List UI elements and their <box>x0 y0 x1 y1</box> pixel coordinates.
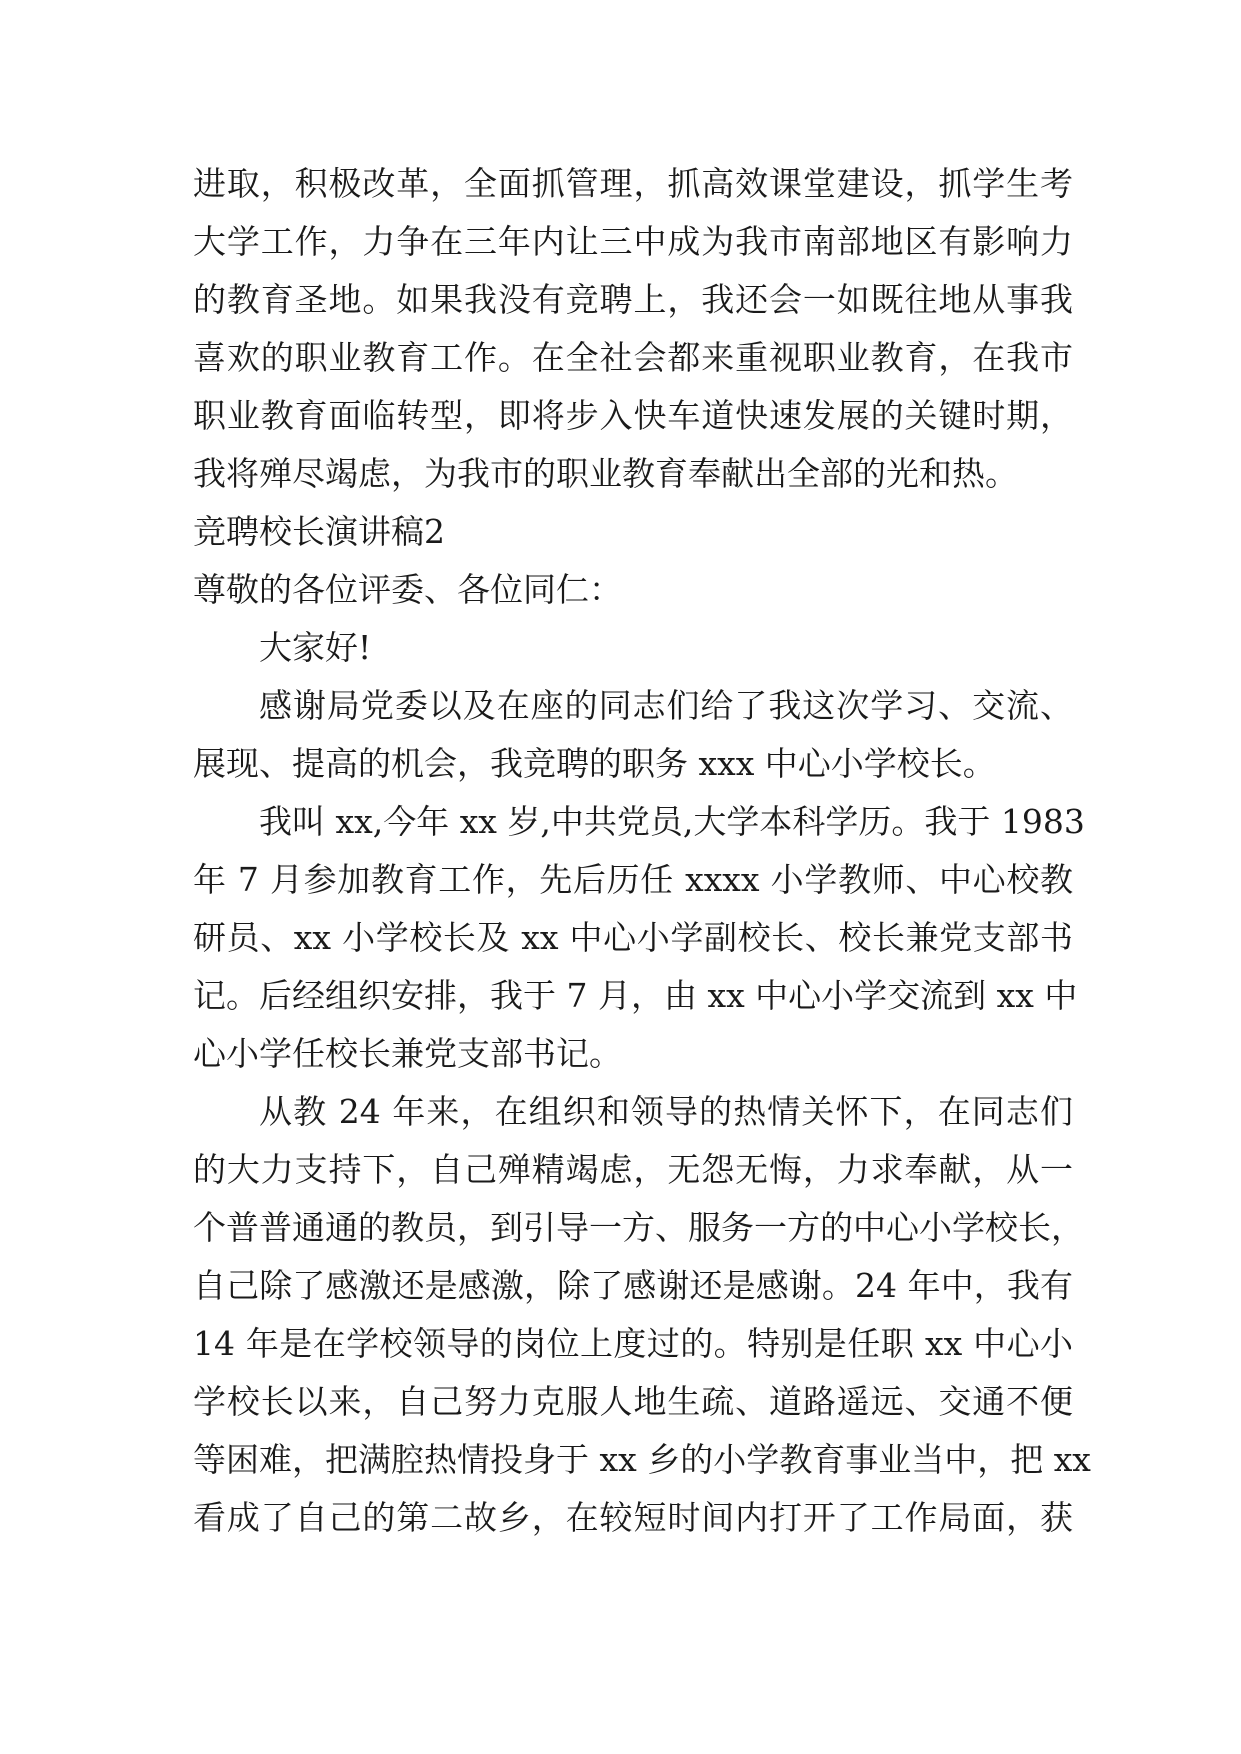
text-line: 我将殚尽竭虑，为我市的职业教育奉献出全部的光和热。 <box>193 454 1018 493</box>
text-line: 我叫 xx,今年 xx 岁,中共党员,大学本科学历。我于 1983 <box>259 802 1085 841</box>
salutation: 尊敬的各位评委、各位同仁： <box>193 570 622 609</box>
text-line: 喜欢的职业教育工作。在全社会都来重视职业教育，在我市 <box>193 338 1073 377</box>
text-line: 研员、xx 小学校长及 xx 中心小学副校长、校长兼党支部书 <box>193 918 1073 957</box>
text-line: 自己除了感激还是感激，除了感谢还是感谢。24 年中，我有 <box>193 1266 1073 1305</box>
text-line: 看成了自己的第二故乡，在较短时间内打开了工作局面，获 <box>193 1498 1073 1537</box>
text-line: 等困难，把满腔热情投身于 xx 乡的小学教育事业当中，把 xx <box>193 1440 1091 1479</box>
greeting: 大家好! <box>259 628 372 667</box>
text-line: 职业教育面临转型，即将步入快车道快速发展的关键时期， <box>193 396 1073 435</box>
document-body <box>193 155 1091 1547</box>
text-line: 年 7 月参加教育工作，先后历任 xxxx 小学教师、中心校教 <box>193 860 1073 899</box>
text-line: 进取，积极改革，全面抓管理，抓高效课堂建设，抓学生考 <box>193 164 1073 203</box>
text-line: 从教 24 年来，在组织和领导的热情关怀下，在同志们 <box>259 1092 1073 1131</box>
text-line: 展现、提高的机会，我竞聘的职务 xxx 中心小学校长。 <box>193 744 996 783</box>
section-title: 竞聘校长演讲稿2 <box>193 512 445 551</box>
text-line: 14 年是在学校领导的岗位上度过的。特别是任职 xx 中心小 <box>193 1324 1073 1363</box>
text-line: 学校长以来，自己努力克服人地生疏、道路遥远、交通不便 <box>193 1382 1073 1421</box>
text-line: 个普普通通的教员，到引导一方、服务一方的中心小学校长， <box>193 1208 1084 1247</box>
text-line: 感谢局党委以及在座的同志们给了我这次学习、交流、 <box>259 686 1073 725</box>
text-line: 记。后经组织安排，我于 7 月，由 xx 中心小学交流到 xx 中 <box>193 976 1078 1015</box>
text-line: 的大力支持下，自己殚精竭虑，无怨无悔，力求奉献，从一 <box>193 1150 1073 1189</box>
text-line: 心小学任校长兼党支部书记。 <box>193 1034 622 1073</box>
text-line: 大学工作，力争在三年内让三中成为我市南部地区有影响力 <box>193 222 1073 261</box>
text-line: 的教育圣地。如果我没有竞聘上，我还会一如既往地从事我 <box>193 280 1073 319</box>
